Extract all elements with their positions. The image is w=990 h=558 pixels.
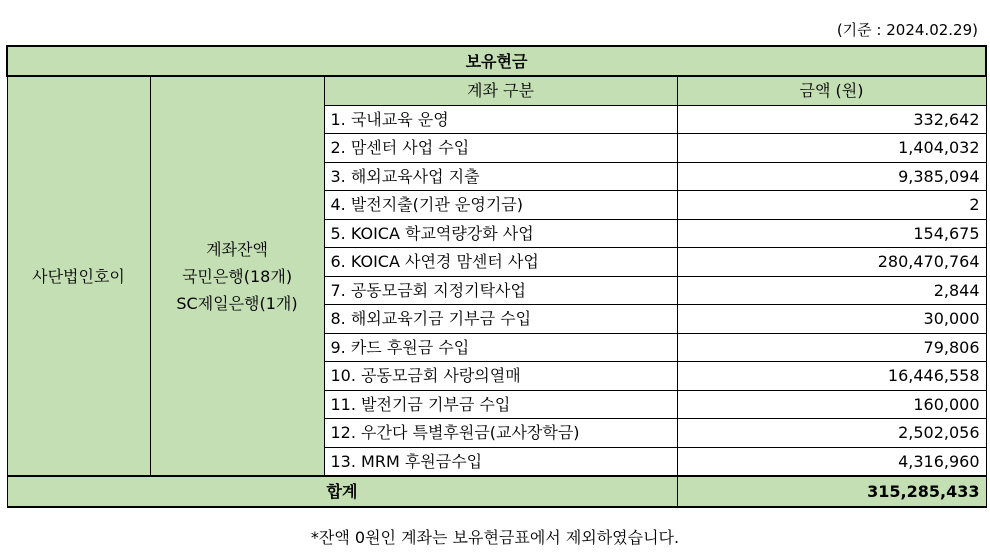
account-item: 11. 발전기금 기부금 수입: [324, 390, 677, 419]
column-header-row: [7, 76, 986, 105]
account-item: 9. 카드 후원금 수입: [324, 333, 677, 362]
account-amount: 154,675: [677, 219, 986, 248]
account-amount: 332,642: [677, 105, 986, 134]
account-item: 7. 공동모금회 지정기탁사업: [324, 276, 677, 305]
column-header-item: 계좌 구분: [324, 76, 677, 105]
account-item: 2. 맘센터 사업 수입: [324, 134, 677, 163]
account-item: 13. MRM 후원금수입: [324, 447, 677, 476]
account-item: 4. 발전지출(기관 운영기금): [324, 191, 677, 220]
as-of-date: (기준 : 2024.02.29): [836, 21, 978, 39]
footnote: *잔액 0원인 계좌는 보유현금표에서 제외하였습니다.: [310, 528, 680, 547]
account-item: 8. 해외교육기금 기부금 수입: [324, 305, 677, 334]
account-group-cell: [150, 76, 324, 476]
account-item: 12. 우간다 특별후원금(교사장학금): [324, 419, 677, 448]
account-group-line: 국민은행(18개): [181, 266, 293, 286]
account-amount: 30,000: [677, 305, 986, 334]
total-row: [7, 476, 986, 507]
organization-cell: 사단법인호이: [7, 76, 150, 476]
account-amount: 4,316,960: [677, 447, 986, 476]
cash-holdings-table: [6, 45, 987, 508]
account-amount: 79,806: [677, 333, 986, 362]
account-amount: 9,385,094: [677, 162, 986, 191]
account-amount: 2,502,056: [677, 419, 986, 448]
table-title: 보유현금: [7, 46, 986, 76]
account-item: 3. 해외교육사업 지출: [324, 162, 677, 191]
account-item: 1. 국내교육 운영: [324, 105, 677, 134]
account-amount: 2: [677, 191, 986, 220]
account-amount: 160,000: [677, 390, 986, 419]
account-group-line: 계좌잔액: [206, 239, 268, 259]
account-item: 5. KOICA 학교역량강화 사업: [324, 219, 677, 248]
table-body: [7, 46, 986, 507]
account-amount: 2,844: [677, 276, 986, 305]
account-item: 6. KOICA 사연경 맘센터 사업: [324, 248, 677, 277]
total-amount: 315,285,433: [677, 476, 986, 507]
account-amount: 280,470,764: [677, 248, 986, 277]
total-label: 합계: [7, 476, 677, 507]
column-header-amount: 금액 (원): [677, 76, 986, 105]
account-group-line: SC제일은행(1개): [176, 293, 298, 313]
account-amount: 1,404,032: [677, 134, 986, 163]
account-amount: 16,446,558: [677, 362, 986, 391]
account-item: 10. 공동모금회 사랑의열매: [324, 362, 677, 391]
title-row: [7, 46, 986, 76]
